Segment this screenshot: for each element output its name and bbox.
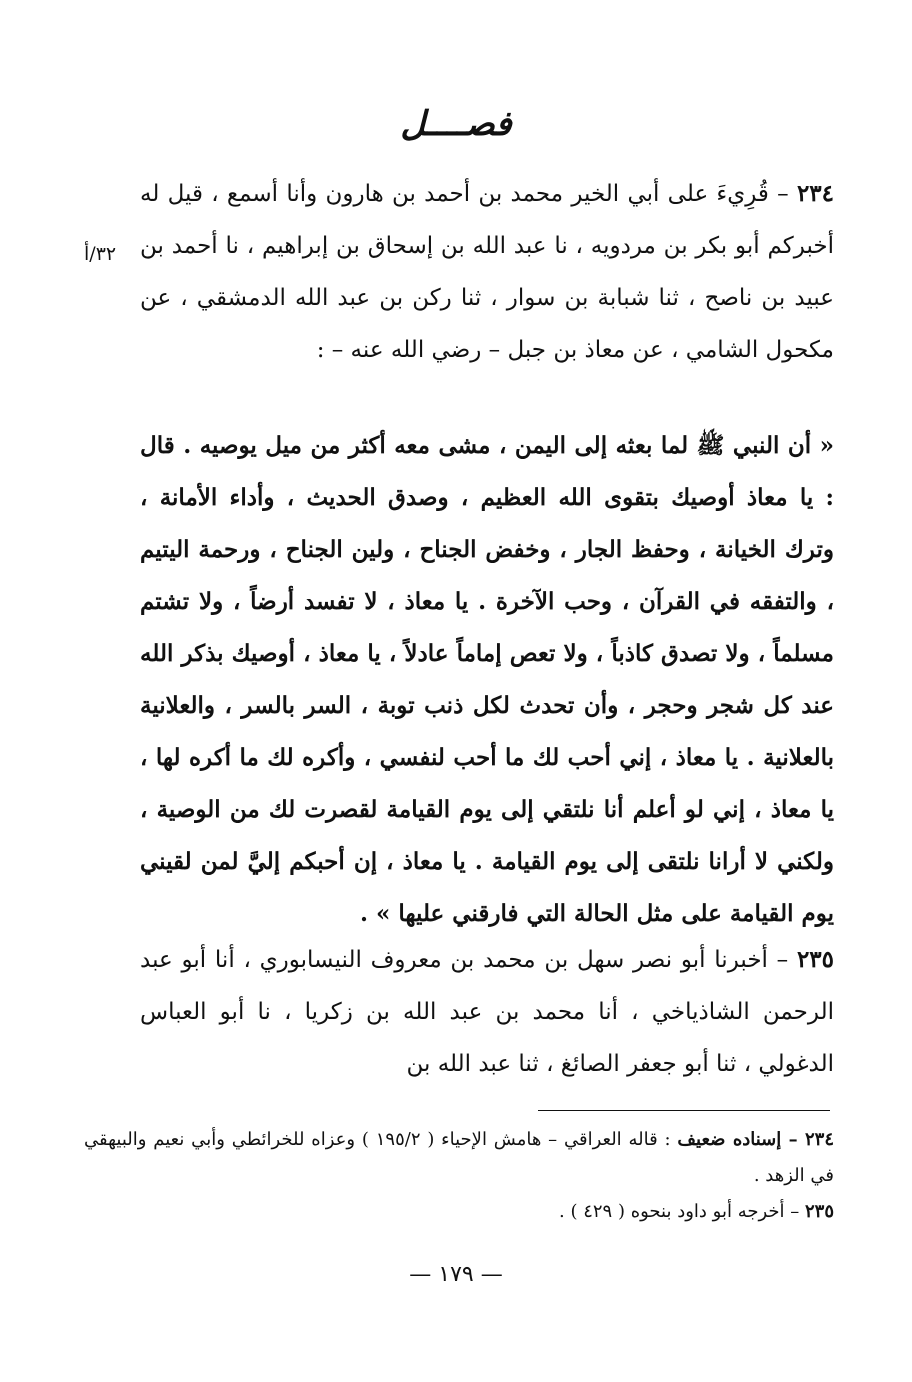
- footnotes: [84, 1122, 834, 1230]
- paragraph-text: – قُرِيءَ على أبي الخير محمد بن أحمد بن هارون وأنا أسمع ، قيل له أخبركم أبو بكر بن مردويه ، نا عبد الله بن إسحاق بن إبراهيم ، نا أحمد بن عبيد بن ناصح ، ثنا شبابة بن سوار ، ثنا ركن بن عبد الله الدمشقي ، عن مكحول الشامي ، عن معاذ بن جبل – رضي الله عنه – :: [140, 181, 834, 363]
- footnote-number: ٢٣٥: [804, 1201, 834, 1222]
- hadith-text: « أن النبي ﷺ لما بعثه إلى اليمن ، مشى معه أكثر من ميل يوصيه . قال : يا معاذ أوصيك بتقوى الله العظيم ، وصدق الحديث ، وأداء الأمانة ، وترك الخيانة ، وحفظ الجار ، وخفض الجناح ، ولين الجناح ، ورحمة اليتيم ، والتفقه في القرآن ، وحب الآخرة . يا معاذ ، لا تفسد أرضاً ، ولا تشتم مسلماً ، ولا تصدق كاذباً ، ولا تعص إماماً عادلاً ، يا معاذ ، أوصيك بذكر الله عند كل شجر وحجر ، وأن تحدث لكل ذنب توبة ، السر بالسر ، والعلانية بالعلانية . يا معاذ ، إني أحب لك ما أحب لنفسي ، وأكره لك ما أكره لها ، يا معاذ ، إني لو أعلم أنا نلتقي إلى يوم القيامة لقصرت لك من الوصية ، ولكني لا أرانا نلتقى إلى يوم القيامة . يا معاذ ، إن أحبكم إليَّ لمن لقيني يوم القيامة على مثل الحالة التي فارقني عليها » .: [140, 432, 834, 927]
- page-number: — ١٧٩ —: [409, 1262, 503, 1287]
- paragraph-234: [140, 168, 834, 376]
- section-heading: فصــــل: [400, 104, 512, 144]
- margin-folio-note: ٣٢/أ: [84, 243, 117, 265]
- footnote-text: : قاله العراقي – هامش الإحياء ( ١٩٥/٢ ) وعزاه للخرائطي وأبي نعيم والبيهقي في الزهد .: [84, 1129, 834, 1186]
- footnote-number: ٢٣٤: [805, 1129, 835, 1150]
- footnote-234: [84, 1122, 834, 1194]
- footnote-divider: [538, 1110, 830, 1111]
- paragraph-number: ٢٣٥: [796, 946, 834, 973]
- paragraph-number: ٢٣٤: [796, 180, 834, 207]
- footnote-grading: – إسناده ضعيف: [677, 1129, 805, 1150]
- paragraph-text: – أخبرنا أبو نصر سهل بن محمد بن معروف النيسابوري ، أنا أبو عبد الرحمن الشاذياخي ، أنا محمد بن عبد الله بن زكريا ، نا أبو العباس الدغولي ، ثنا أبو جعفر الصائغ ، ثنا عبد الله بن: [140, 947, 834, 1077]
- footnote-235: [84, 1194, 834, 1230]
- footnote-text: – أخرجه أبو داود بنحوه ( ٤٢٩ ) .: [559, 1201, 805, 1222]
- paragraph-235: [140, 934, 834, 1090]
